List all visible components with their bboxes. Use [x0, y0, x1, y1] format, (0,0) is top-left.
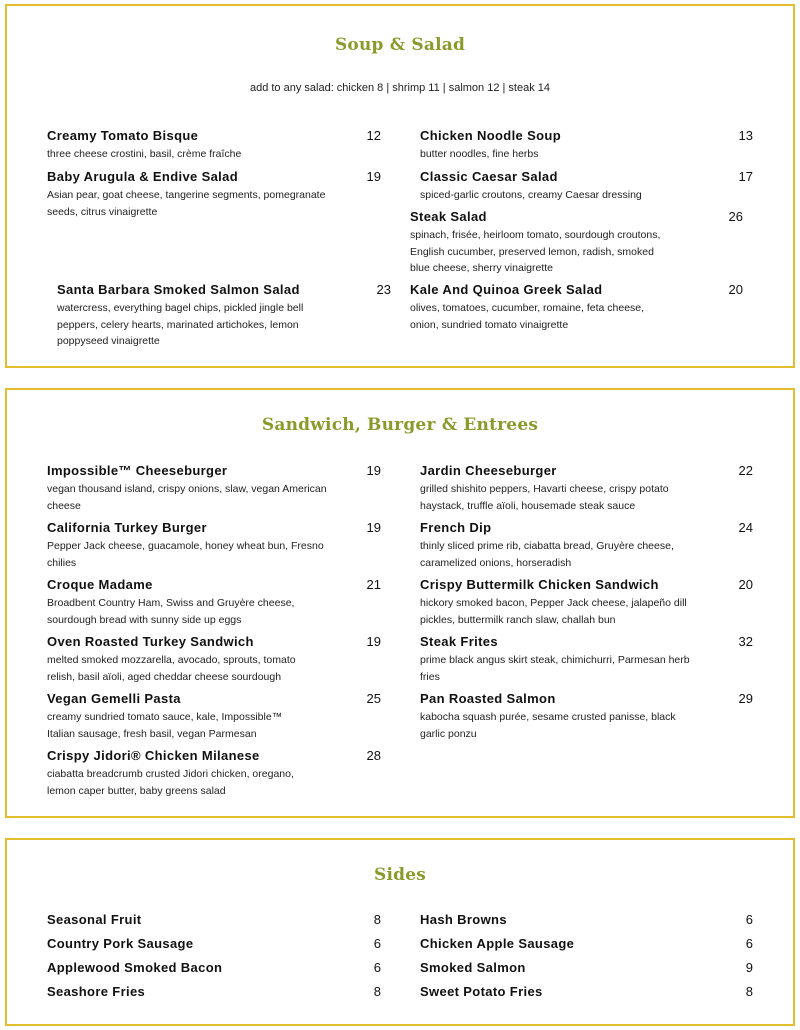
item-price: 19: [366, 634, 381, 649]
item-name: Crispy Buttermilk Chicken Sandwich: [420, 577, 659, 592]
item-name: Sweet Potato Fries: [420, 984, 543, 999]
item-description: grilled shishito peppers, Havarti cheese, crispy potato haystack, truffle aïoli, housemade steak sauce: [420, 483, 669, 512]
item-price: 23: [376, 282, 391, 297]
item-price: 21: [366, 577, 381, 592]
item-price: 8: [373, 912, 381, 927]
item-name: Pan Roasted Salmon: [420, 691, 556, 706]
item-name: Seasonal Fruit: [47, 912, 142, 927]
item-name: Smoked Salmon: [420, 960, 526, 975]
item-price: 19: [366, 169, 381, 184]
item-price: 8: [745, 984, 753, 999]
item-price: 19: [366, 520, 381, 535]
item-description: Pepper Jack cheese, guacamole, honey wheat bun, Fresno chilies: [47, 540, 324, 569]
item-name: Chicken Apple Sausage: [420, 936, 575, 951]
item-price: 24: [738, 520, 753, 535]
item-name: Hash Browns: [420, 912, 507, 927]
section-title: Soup & Salad: [334, 35, 466, 55]
item-description: kabocha squash purée, sesame crusted panisse, black garlic ponzu: [420, 711, 676, 740]
item-name: Kale And Quinoa Greek Salad: [410, 282, 603, 297]
item-description: butter noodles, fine herbs: [420, 148, 539, 160]
item-description: spiced-garlic croutons, creamy Caesar dressing: [420, 189, 642, 201]
item-name: Classic Caesar Salad: [420, 169, 558, 184]
item-name: Steak Frites: [420, 634, 498, 649]
item-description: Broadbent Country Ham, Swiss and Gruyère cheese, sourdough bread with sunny side up eggs: [47, 597, 295, 626]
item-name: Jardin Cheeseburger: [420, 463, 557, 478]
item-description: olives, tomatoes, cucumber, romaine, feta cheese, onion, sundried tomato vinaigrette: [410, 302, 645, 331]
item-description: hickory smoked bacon, Pepper Jack cheese, jalapeño dill pickles, buttermilk ranch slaw, challah bun: [420, 597, 687, 626]
item-price: 6: [745, 936, 753, 951]
item-price: 32: [738, 634, 753, 649]
item-price: 8: [373, 984, 381, 999]
salad-addon-note: add to any salad: chicken 8 | shrimp 11 | salmon 12 | steak 14: [249, 82, 551, 94]
item-name: Steak Salad: [410, 209, 487, 224]
item-name: French Dip: [420, 520, 492, 535]
item-name: Applewood Smoked Bacon: [47, 960, 223, 975]
item-price: 29: [738, 691, 753, 706]
item-price: 9: [745, 960, 753, 975]
item-name: California Turkey Burger: [47, 520, 207, 535]
item-price: 22: [738, 463, 753, 478]
item-price: 19: [366, 463, 381, 478]
section-sides: [5, 838, 795, 1026]
item-price: 20: [738, 577, 753, 592]
item-description: melted smoked mozzarella, avocado, sprouts, tomato relish, basil aïoli, aged cheddar cheese sourdough: [47, 654, 296, 683]
item-description: three cheese crostini, basil, crème fraîche: [47, 148, 242, 160]
item-name: Croque Madame: [47, 577, 153, 592]
item-name: Vegan Gemelli Pasta: [47, 691, 181, 706]
section-title: Sides: [373, 865, 426, 885]
item-price: 12: [366, 128, 381, 143]
item-description: ciabatta breadcrumb crusted Jidori chicken, oregano, lemon caper butter, baby greens salad: [47, 768, 294, 797]
item-price: 6: [373, 960, 381, 975]
item-name: Impossible™ Cheeseburger: [47, 463, 228, 478]
item-name: Santa Barbara Smoked Salmon Salad: [57, 282, 300, 297]
item-name: Baby Arugula & Endive Salad: [47, 169, 239, 184]
item-price: 6: [745, 912, 753, 927]
item-name: Creamy Tomato Bisque: [47, 128, 199, 143]
item-name: Country Pork Sausage: [47, 936, 194, 951]
item-description: Asian pear, goat cheese, tangerine segments, pomegranate seeds, citrus vinaigrette: [47, 189, 326, 218]
item-description: spinach, frisée, heirloom tomato, sourdough croutons, English cucumber, preserved lemon, radish, smoked blue cheese, sherry vinaigrette: [410, 229, 661, 274]
item-description: vegan thousand island, crispy onions, slaw, vegan American cheese: [47, 483, 327, 512]
section-title: Sandwich, Burger & Entrees: [261, 415, 539, 435]
item-price: 26: [728, 209, 743, 224]
item-name: Oven Roasted Turkey Sandwich: [47, 634, 254, 649]
item-price: 20: [728, 282, 743, 297]
item-description: prime black angus skirt steak, chimichurri, Parmesan herb fries: [420, 654, 690, 683]
item-name: Crispy Jidori® Chicken Milanese: [47, 748, 260, 763]
item-description: watercress, everything bagel chips, pickled jingle bell peppers, celery hearts, marinated artichokes, lemon poppyseed vinaigrette: [57, 302, 304, 347]
item-description: creamy sundried tomato sauce, kale, Impossible™ Italian sausage, fresh basil, vegan Parmesan: [47, 711, 283, 740]
item-price: 25: [366, 691, 381, 706]
section-soup-salad: [5, 4, 795, 368]
item-price: 17: [738, 169, 753, 184]
item-name: Seashore Fries: [47, 984, 146, 999]
item-description: thinly sliced prime rib, ciabatta bread, Gruyère cheese, caramelized onions, horseradish: [420, 540, 674, 569]
item-price: 13: [738, 128, 753, 143]
item-price: 6: [373, 936, 381, 951]
section-sandwich-burger-entrees: [5, 388, 795, 818]
item-name: Chicken Noodle Soup: [420, 128, 561, 143]
item-price: 28: [366, 748, 381, 763]
